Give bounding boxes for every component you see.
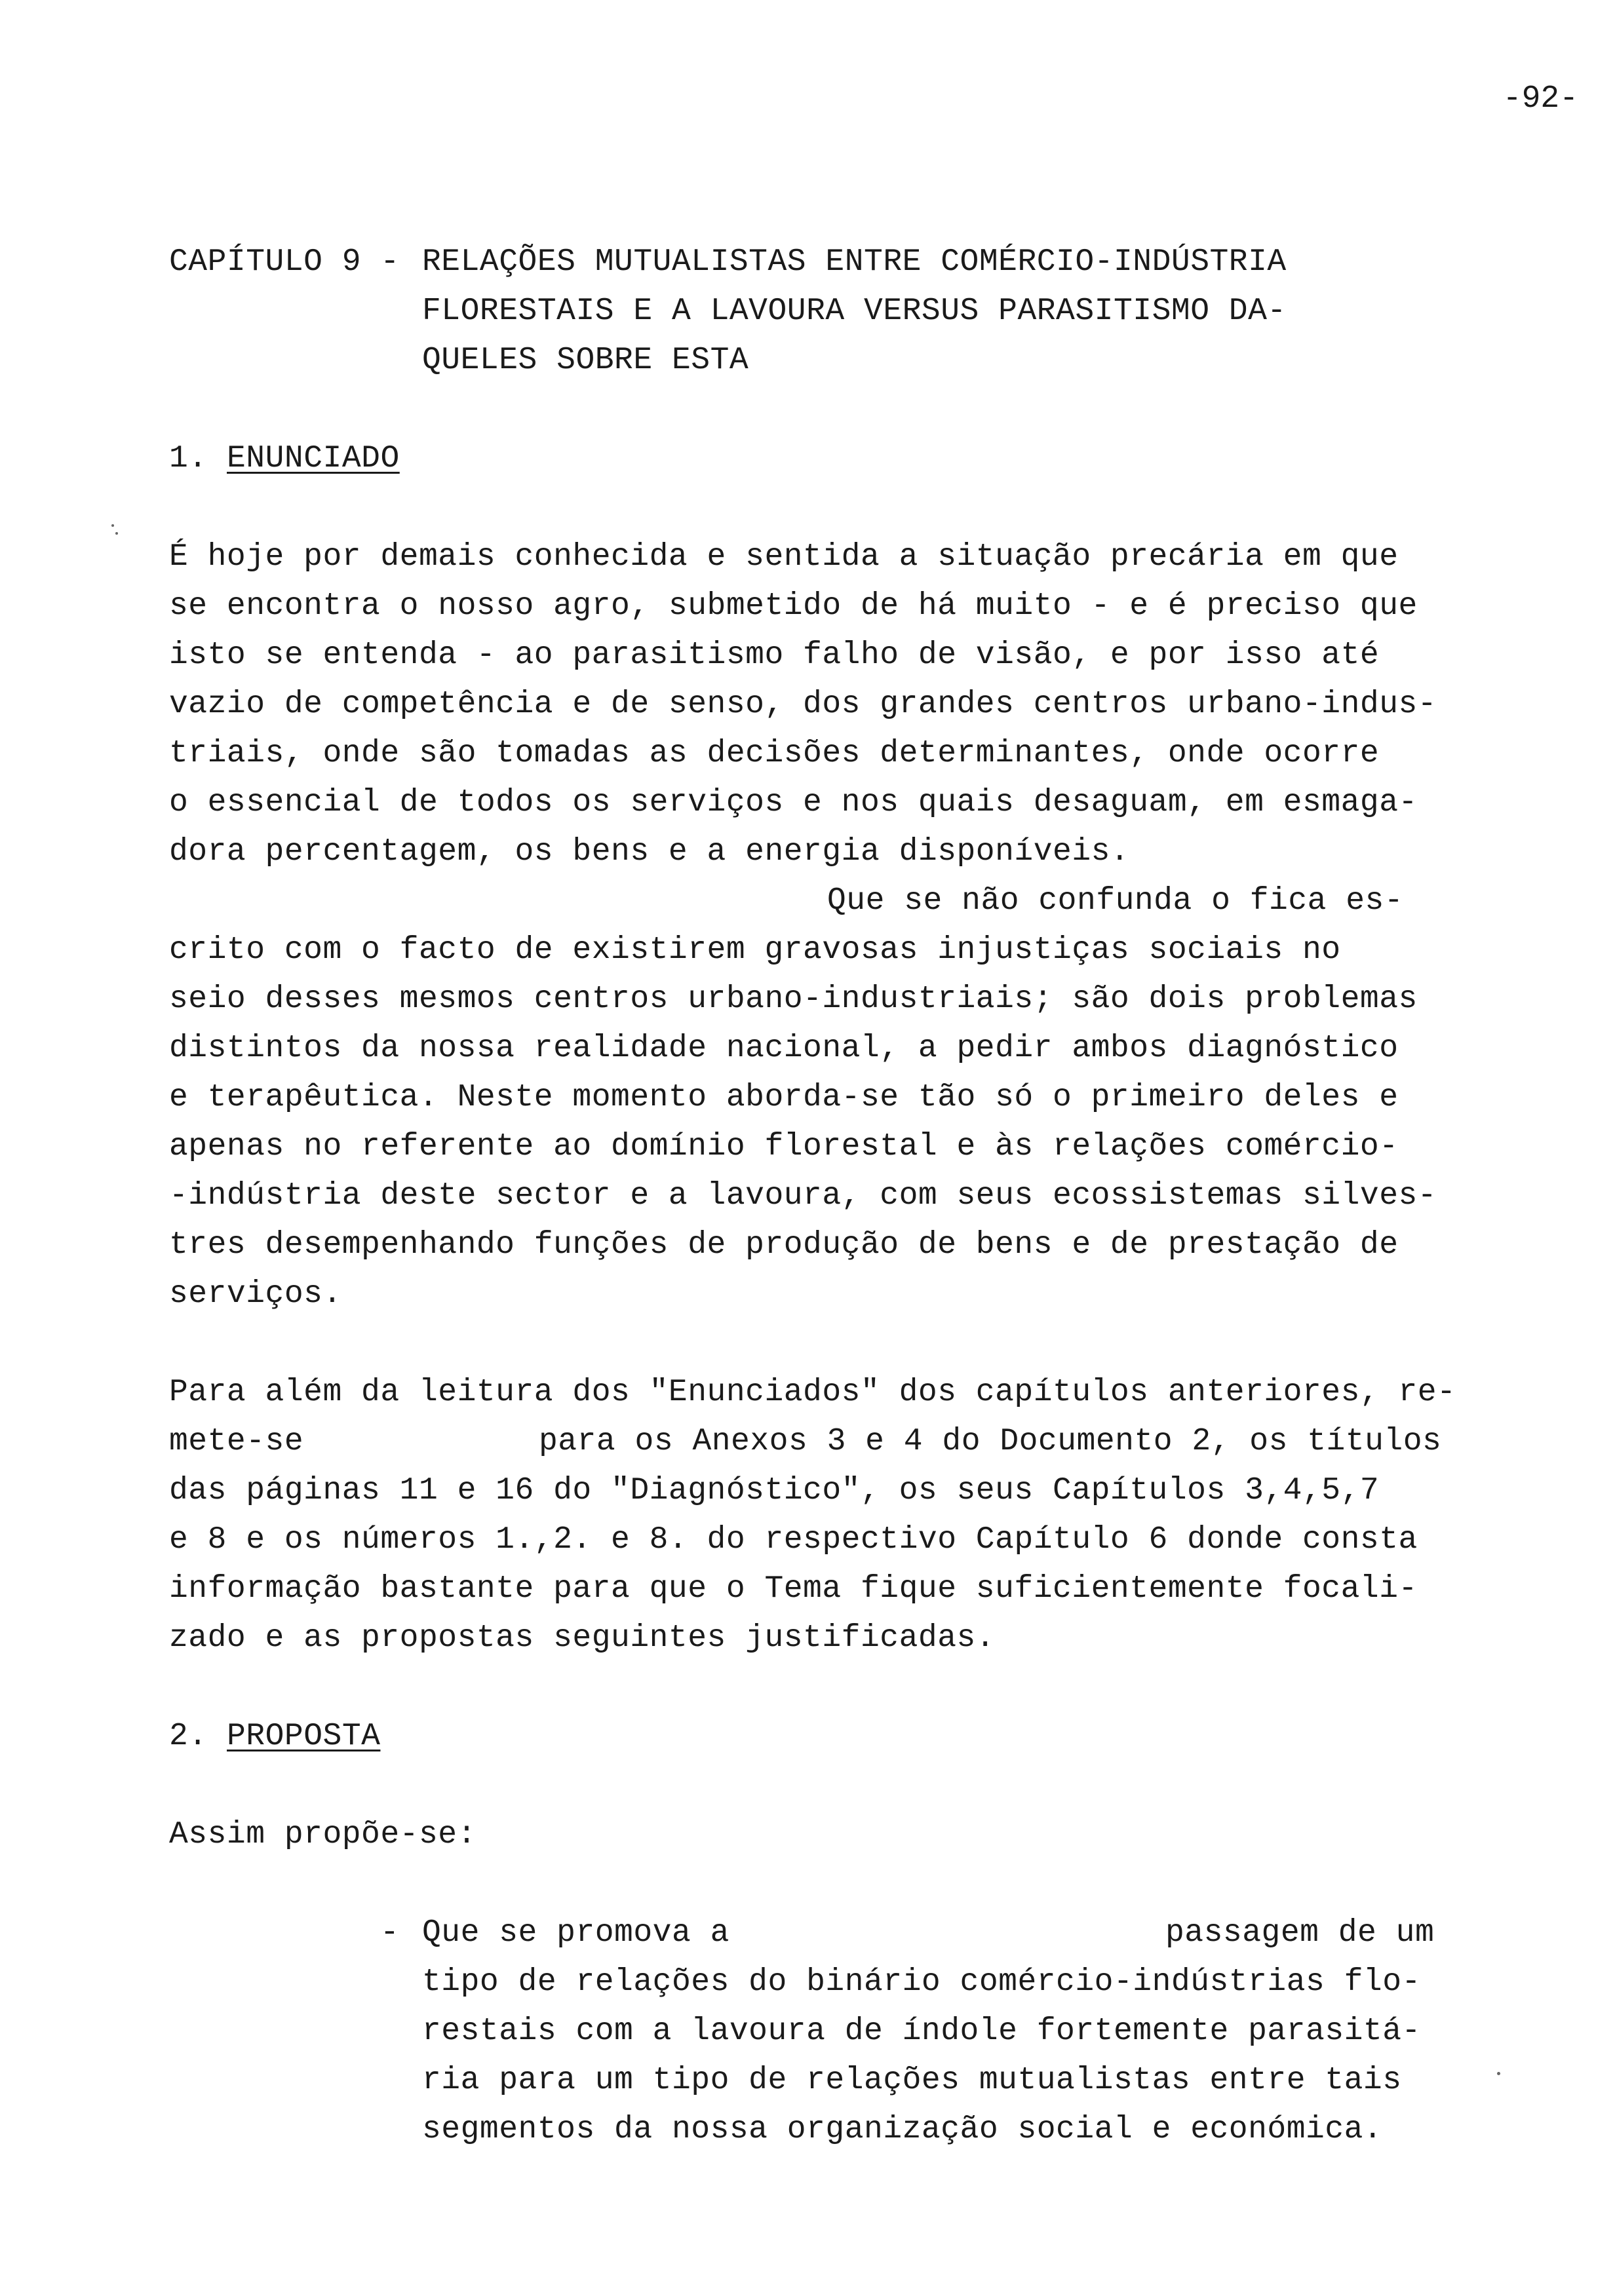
paragraph-line: mete-se <box>169 1424 304 1459</box>
list-item-line: tipo de relações do binário comércio-indústrias flo- <box>422 1964 1421 2000</box>
paragraph-line: serviços. <box>169 1276 342 1312</box>
paragraph-line: e terapêutica. Neste momento aborda-se tão só o primeiro deles e <box>169 1080 1399 1115</box>
list-dash: - <box>380 1915 400 1951</box>
section-number: 1. <box>169 441 208 476</box>
paragraph-line: para os Anexos 3 e 4 do Documento 2, os títulos <box>539 1424 1442 1459</box>
paragraph-line: Para além da leitura dos "Enunciados" dos capítulos anteriores, re- <box>169 1375 1456 1410</box>
scan-speck <box>1497 2072 1500 2075</box>
paragraph-line: crito com o facto de existirem gravosas injustiças sociais no <box>169 932 1341 968</box>
paragraph-line: dora percentagem, os bens e a energia disponíveis. <box>169 834 1130 870</box>
section-heading: ENUNCIADO <box>227 441 400 476</box>
paragraph-line: vazio de competência e de senso, dos grandes centros urbano-indus- <box>169 687 1437 722</box>
scan-speck <box>115 532 118 535</box>
paragraph-line: seio desses mesmos centros urbano-industriais; são dois problemas <box>169 982 1418 1017</box>
paragraph-line: o essencial de todos os serviços e nos quais desaguam, em esmaga- <box>169 785 1418 820</box>
section-number: 2. <box>169 1719 208 1754</box>
paragraph-line: Que se não confunda o fica es- <box>827 883 1404 919</box>
paragraph-line: -indústria deste sector e a lavoura, com seus ecossistemas silves- <box>169 1178 1437 1214</box>
paragraph-line: apenas no referente ao domínio florestal e às relações comércio- <box>169 1129 1399 1164</box>
list-item-line: Que se promova a <box>422 1915 730 1951</box>
list-item-line: restais com a lavoura de índole fortemente parasitá- <box>422 2014 1421 2049</box>
chapter-title-line: QUELES SOBRE ESTA <box>422 343 749 378</box>
paragraph-line: informação bastante para que o Tema fique suficientemente focali- <box>169 1571 1418 1607</box>
paragraph-line: zado e as propostas seguintes justificadas. <box>169 1620 996 1656</box>
paragraph-line: isto se entenda - ao parasitismo falho de visão, e por isso até <box>169 638 1380 673</box>
chapter-title-line: FLORESTAIS E A LAVOURA VERSUS PARASITISMO DA- <box>422 294 1287 329</box>
page-number: -92- <box>1502 81 1578 117</box>
paragraph-line: distintos da nossa realidade nacional, a pedir ambos diagnóstico <box>169 1031 1399 1066</box>
scan-speck <box>111 524 114 527</box>
chapter-label: CAPÍTULO 9 - <box>169 244 400 280</box>
list-item-line: ria para um tipo de relações mutualistas entre tais <box>422 2063 1402 2098</box>
section-heading: PROPOSTA <box>227 1719 381 1754</box>
list-item-line: segmentos da nossa organização social e económica. <box>422 2112 1383 2147</box>
paragraph-line: tres desempenhando funções de produção de bens e de prestação de <box>169 1227 1399 1263</box>
paragraph-line: se encontra o nosso agro, submetido de há muito - e é preciso que <box>169 588 1418 624</box>
paragraph-line: triais, onde são tomadas as decisões determinantes, onde ocorre <box>169 736 1380 771</box>
paragraph-line: e 8 e os números 1.,2. e 8. do respectivo Capítulo 6 donde consta <box>169 1522 1418 1558</box>
paragraph-line: das páginas 11 e 16 do "Diagnóstico", os seus Capítulos 3,4,5,7 <box>169 1473 1380 1508</box>
paragraph-line: É hoje por demais conhecida e sentida a situação precária em que <box>169 539 1399 575</box>
list-item-line: passagem de um <box>1165 1915 1435 1951</box>
proposal-intro: Assim propõe-se: <box>169 1817 477 1852</box>
chapter-title-line: RELAÇÕES MUTUALISTAS ENTRE COMÉRCIO-INDÚSTRIA <box>422 244 1287 280</box>
